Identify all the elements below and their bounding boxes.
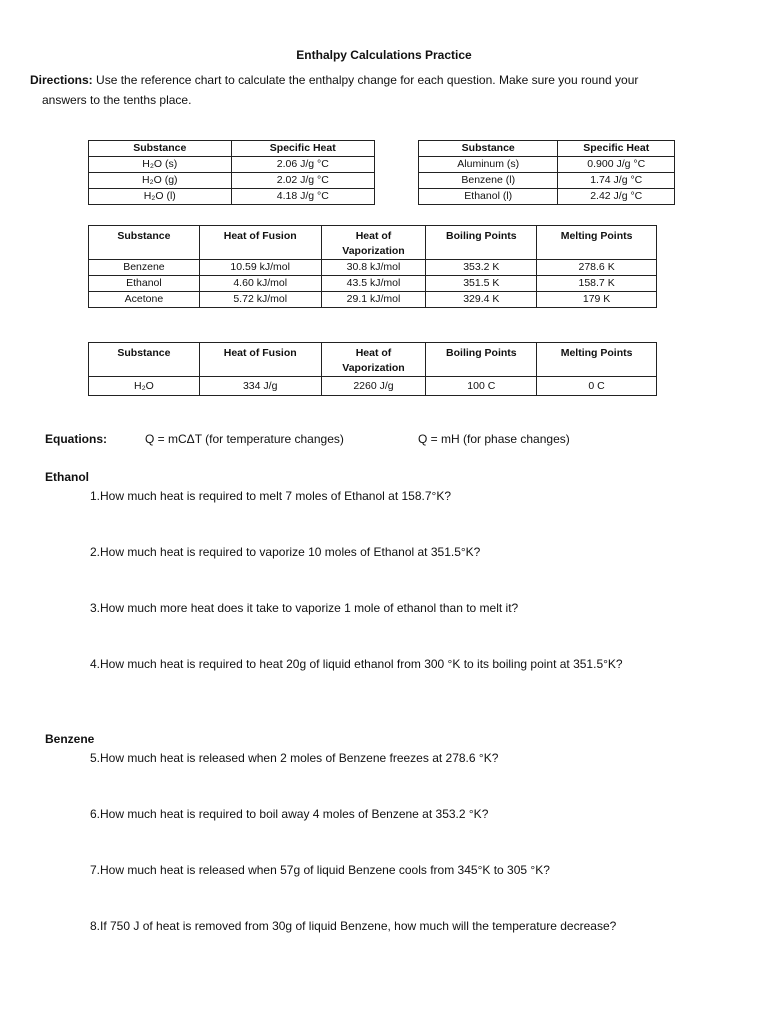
table-cell: 43.5 kJ/mol [321, 276, 426, 292]
table-row [89, 260, 657, 276]
table-row [89, 157, 375, 173]
table-cell: Acetone [89, 292, 200, 308]
directions-label: Directions: [30, 73, 93, 87]
table-cell: 4.18 J/g °C [231, 189, 374, 205]
question-item: 7.How much heat is released when 57g of liquid Benzene cools from 345°K to 305 °K? [90, 863, 550, 877]
table-cell: 30.8 kJ/mol [321, 260, 426, 276]
table-cell: 2.42 J/g °C [558, 189, 675, 205]
table-header-cell: Specific Heat [558, 141, 675, 157]
equation-temperature: Q = mCΔT (for temperature changes) [145, 432, 344, 446]
table-cell: H₂O (l) [89, 189, 232, 205]
table-header-cell: Specific Heat [231, 141, 374, 157]
equations-label: Equations: [45, 432, 107, 446]
table-cell: 2.06 J/g °C [231, 157, 374, 173]
table-cell: 100 C [426, 377, 537, 396]
table-cell: Ethanol [89, 276, 200, 292]
specific-heat-table-water [88, 140, 375, 205]
table-header-cell: Heat of Vaporization [321, 226, 426, 260]
directions [30, 70, 730, 110]
table-row [89, 173, 375, 189]
table-cell: 2.02 J/g °C [231, 173, 374, 189]
table-header-cell: Substance [89, 226, 200, 260]
table-cell: 2260 J/g [321, 377, 426, 396]
table-header-row [89, 141, 375, 157]
table-header-cell: Substance [89, 343, 200, 377]
table-row [89, 292, 657, 308]
table-row [419, 173, 675, 189]
table-header-row [419, 141, 675, 157]
table-cell: 334 J/g [199, 377, 321, 396]
question-item: 2.How much heat is required to vaporize 10 moles of Ethanol at 351.5°K? [90, 545, 481, 559]
table-header-row [89, 343, 657, 377]
table-header-cell: Boiling Points [426, 226, 537, 260]
table-cell: 353.2 K [426, 260, 537, 276]
equation-phase: Q = mH (for phase changes) [418, 432, 570, 446]
table-header-cell: Heat of Fusion [199, 343, 321, 377]
table-cell: 1.74 J/g °C [558, 173, 675, 189]
directions-text-line2: answers to the tenths place. [42, 93, 192, 107]
table-cell: Benzene [89, 260, 200, 276]
table-cell: 158.7 K [537, 276, 657, 292]
specific-heat-table-substances [418, 140, 675, 205]
table-cell: Aluminum (s) [419, 157, 558, 173]
section-heading-benzene: Benzene [45, 732, 95, 746]
directions-text-line1: Use the reference chart to calculate the enthalpy change for each question. Make sure you round your [96, 73, 639, 87]
table-cell: 10.59 kJ/mol [199, 260, 321, 276]
table-cell: 5.72 kJ/mol [199, 292, 321, 308]
table-header-cell: Heat of Fusion [199, 226, 321, 260]
table-header-cell: Melting Points [537, 343, 657, 377]
question-item: 8.If 750 J of heat is removed from 30g of liquid Benzene, how much will the temperature decrease? [90, 919, 617, 933]
page-title: Enthalpy Calculations Practice [296, 48, 472, 62]
table-row [419, 157, 675, 173]
table-cell: 0 C [537, 377, 657, 396]
table-cell: 4.60 kJ/mol [199, 276, 321, 292]
table-row [89, 276, 657, 292]
question-item: 1.How much heat is required to melt 7 moles of Ethanol at 158.7°K? [90, 489, 451, 503]
section-heading-ethanol: Ethanol [45, 470, 89, 484]
table-cell: 329.4 K [426, 292, 537, 308]
table-cell: 29.1 kJ/mol [321, 292, 426, 308]
water-phase-change-table [88, 342, 657, 396]
table-row [89, 189, 375, 205]
table-header-row [89, 226, 657, 260]
table-header-cell: Boiling Points [426, 343, 537, 377]
table-cell: H₂O [89, 377, 200, 396]
table-header-cell: Substance [419, 141, 558, 157]
table-cell: Ethanol (l) [419, 189, 558, 205]
table-cell: H₂O (g) [89, 173, 232, 189]
table-cell: 179 K [537, 292, 657, 308]
table-cell: 0.900 J/g °C [558, 157, 675, 173]
question-item: 3.How much more heat does it take to vaporize 1 mole of ethanol than to melt it? [90, 601, 519, 615]
table-row [89, 377, 657, 396]
phase-change-table [88, 225, 657, 308]
table-header-cell: Substance [89, 141, 232, 157]
table-row [419, 189, 675, 205]
table-cell: 351.5 K [426, 276, 537, 292]
table-cell: H₂O (s) [89, 157, 232, 173]
table-cell: Benzene (l) [419, 173, 558, 189]
question-item: 6.How much heat is required to boil away 4 moles of Benzene at 353.2 °K? [90, 807, 489, 821]
table-header-cell: Heat of Vaporization [321, 343, 426, 377]
table-cell: 278.6 K [537, 260, 657, 276]
question-item: 4.How much heat is required to heat 20g of liquid ethanol from 300 °K to its boiling point at 351.5°K? [90, 657, 623, 671]
question-item: 5.How much heat is released when 2 moles of Benzene freezes at 278.6 °K? [90, 751, 499, 765]
table-header-cell: Melting Points [537, 226, 657, 260]
